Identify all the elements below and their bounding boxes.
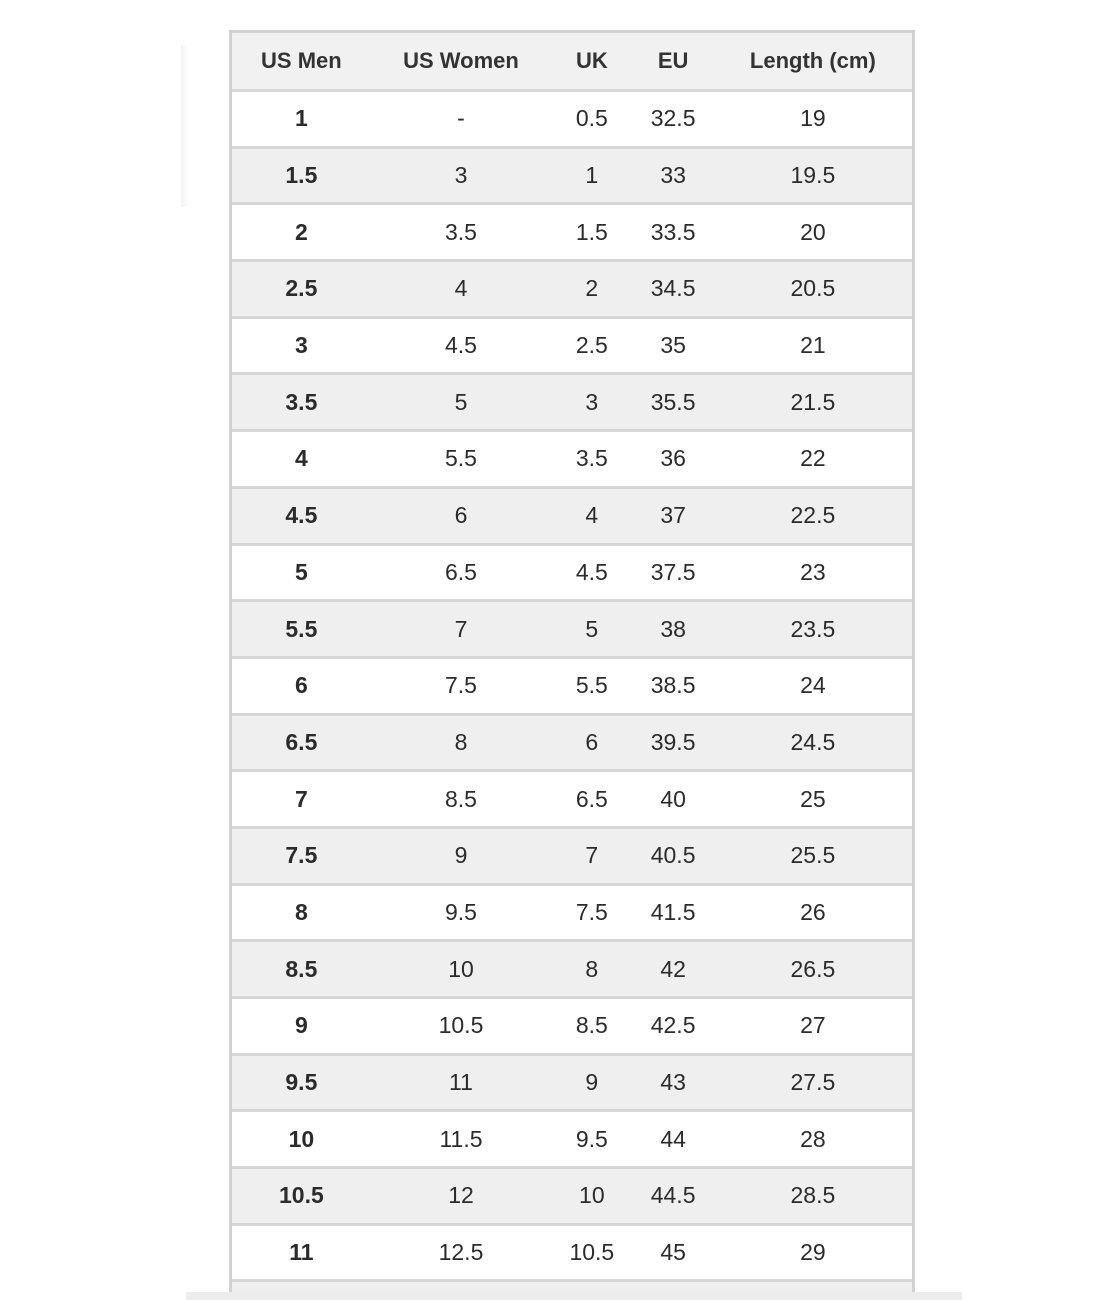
- table-row: [232, 1112, 912, 1169]
- table-row: [232, 319, 912, 376]
- table-row: [232, 942, 912, 999]
- cell-eu: 40.5: [650, 842, 696, 869]
- cell-length-cm: 24.5: [790, 728, 836, 755]
- cell-eu: 37.5: [650, 558, 696, 585]
- size-chart-table: [229, 30, 915, 1300]
- cell-uk: 3: [585, 388, 599, 415]
- cell-length-cm: 29: [800, 1239, 826, 1266]
- table-row: [232, 1226, 912, 1283]
- cell-eu: 35: [660, 332, 686, 359]
- table-row: [232, 489, 912, 546]
- cell-us-women: 4.5: [444, 332, 477, 359]
- cell-length-cm: 23.5: [790, 615, 836, 642]
- cell-us-men: 5: [294, 558, 308, 585]
- cell-length-cm: 21: [800, 332, 826, 359]
- cell-us-women: 10.5: [438, 1012, 484, 1039]
- cell-us-men: 1.5: [285, 162, 318, 189]
- cell-us-men: 7: [294, 785, 308, 812]
- table-row: [232, 772, 912, 829]
- cell-us-women: 5.5: [444, 445, 477, 472]
- cell-length-cm: 20: [800, 218, 826, 245]
- cell-us-women: 4: [454, 275, 468, 302]
- cell-eu: 40: [660, 785, 686, 812]
- cell-length-cm: 19.5: [790, 162, 836, 189]
- cell-uk: 8.5: [575, 1012, 608, 1039]
- cell-length-cm: 21.5: [790, 388, 836, 415]
- table-row: [232, 432, 912, 489]
- cell-us-women: 3: [454, 162, 468, 189]
- cell-us-men: 2.5: [285, 275, 318, 302]
- cell-length-cm: 27.5: [790, 1069, 836, 1096]
- cell-us-men: 10.5: [279, 1182, 324, 1209]
- cell-us-men: 2: [294, 218, 308, 245]
- cell-us-women: 3.5: [444, 218, 477, 245]
- cell-us-women: -: [457, 105, 465, 132]
- cell-eu: 45: [660, 1239, 686, 1266]
- cell-us-women: 8: [454, 728, 468, 755]
- table-row: [232, 829, 912, 886]
- cell-us-men: 3: [294, 332, 308, 359]
- cell-eu: 41.5: [650, 898, 696, 925]
- cell-us-men: 9.5: [285, 1069, 318, 1096]
- cell-length-cm: 22.5: [790, 502, 836, 529]
- cell-uk: 10.5: [569, 1239, 615, 1266]
- cell-uk: 4: [585, 502, 599, 529]
- cell-eu: 42.5: [650, 1012, 696, 1039]
- cell-uk: 5: [585, 615, 599, 642]
- cell-uk: 0.5: [575, 105, 608, 132]
- header-uk: UK: [575, 48, 608, 73]
- cell-length-cm: 25: [800, 785, 826, 812]
- edge-shadow: [181, 45, 189, 207]
- cell-length-cm: 24: [800, 672, 826, 699]
- cell-length-cm: 27: [800, 1012, 826, 1039]
- bottom-strip: [186, 1292, 962, 1300]
- cell-us-men: 9: [294, 1012, 308, 1039]
- cell-eu: 39.5: [650, 728, 696, 755]
- cell-us-men: 1: [294, 105, 308, 132]
- cell-us-women: 9: [454, 842, 468, 869]
- table-row: [232, 999, 912, 1056]
- header-us-women: US Women: [403, 48, 519, 73]
- cell-uk: 6: [585, 728, 599, 755]
- cell-uk: 2: [585, 275, 599, 302]
- cell-eu: 33: [660, 162, 686, 189]
- cell-length-cm: 19: [800, 105, 826, 132]
- table-header-row: [232, 33, 912, 92]
- cell-us-women: 12: [448, 1182, 474, 1209]
- cell-us-women: 12.5: [438, 1239, 484, 1266]
- cell-length-cm: 22: [800, 445, 826, 472]
- cell-us-men: 10: [288, 1125, 315, 1152]
- cell-uk: 3.5: [575, 445, 608, 472]
- table-row: [232, 602, 912, 659]
- table-body: [232, 92, 912, 1282]
- cell-us-women: 5: [454, 388, 468, 415]
- cell-us-men: 8: [294, 898, 308, 925]
- cell-eu: 38.5: [650, 672, 696, 699]
- header-us-men: US Men: [261, 48, 342, 73]
- table-row: [232, 546, 912, 603]
- table-row: [232, 716, 912, 773]
- cell-length-cm: 26: [800, 898, 826, 925]
- table-row: [232, 205, 912, 262]
- cell-eu: 33.5: [650, 218, 696, 245]
- cell-us-men: 6: [294, 672, 308, 699]
- cell-eu: 34.5: [650, 275, 696, 302]
- cell-us-men: 3.5: [285, 388, 318, 415]
- cell-uk: 10: [579, 1182, 605, 1209]
- cell-us-women: 6.5: [444, 558, 477, 585]
- cell-length-cm: 26.5: [790, 955, 836, 982]
- table-row: [232, 1169, 912, 1226]
- table-row: [232, 375, 912, 432]
- cell-us-women: 6: [454, 502, 468, 529]
- cell-uk: 8: [585, 955, 599, 982]
- cell-length-cm: 25.5: [790, 842, 836, 869]
- cell-length-cm: 28: [800, 1125, 826, 1152]
- header-length-cm: Length (cm): [749, 48, 876, 73]
- table-row: [232, 659, 912, 716]
- cell-us-women: 9.5: [444, 898, 477, 925]
- cell-uk: 6.5: [575, 785, 608, 812]
- cell-uk: 4.5: [575, 558, 608, 585]
- cell-eu: 42: [660, 955, 686, 982]
- cell-uk: 9: [585, 1069, 599, 1096]
- cell-us-men: 5.5: [285, 615, 318, 642]
- cell-us-women: 7.5: [444, 672, 477, 699]
- table-row: [232, 1056, 912, 1113]
- cell-eu: 37: [660, 502, 686, 529]
- cell-uk: 7: [585, 842, 599, 869]
- cell-uk: 1.5: [575, 218, 608, 245]
- cell-us-women: 11.5: [439, 1125, 483, 1152]
- cell-uk: 7.5: [575, 898, 608, 925]
- cell-us-men: 6.5: [285, 728, 318, 755]
- cell-eu: 32.5: [650, 105, 696, 132]
- cell-us-women: 7: [454, 615, 468, 642]
- cell-uk: 5.5: [575, 672, 608, 699]
- header-eu: EU: [657, 48, 689, 73]
- cell-us-women: 10: [448, 955, 474, 982]
- cell-us-men: 11: [289, 1239, 314, 1266]
- cell-length-cm: 20.5: [790, 275, 836, 302]
- cell-uk: 2.5: [575, 332, 608, 359]
- cell-eu: 38: [660, 615, 686, 642]
- cell-us-men: 4.5: [285, 502, 318, 529]
- cell-eu: 44.5: [650, 1182, 696, 1209]
- cell-us-women: 11: [449, 1069, 473, 1096]
- cell-us-men: 7.5: [285, 842, 318, 869]
- cell-us-men: 8.5: [285, 955, 318, 982]
- cell-length-cm: 28.5: [790, 1182, 836, 1209]
- table-row: [232, 262, 912, 319]
- table-row: [232, 149, 912, 206]
- table-row: [232, 92, 912, 149]
- table-row: [232, 886, 912, 943]
- cell-eu: 43: [660, 1069, 686, 1096]
- cell-us-women: 8.5: [444, 785, 477, 812]
- cell-uk: 9.5: [575, 1125, 608, 1152]
- cell-uk: 1: [585, 162, 599, 189]
- cell-eu: 44: [660, 1125, 686, 1152]
- cell-eu: 36: [660, 445, 686, 472]
- cell-length-cm: 23: [800, 558, 826, 585]
- cell-us-men: 4: [294, 445, 308, 472]
- cell-eu: 35.5: [650, 388, 696, 415]
